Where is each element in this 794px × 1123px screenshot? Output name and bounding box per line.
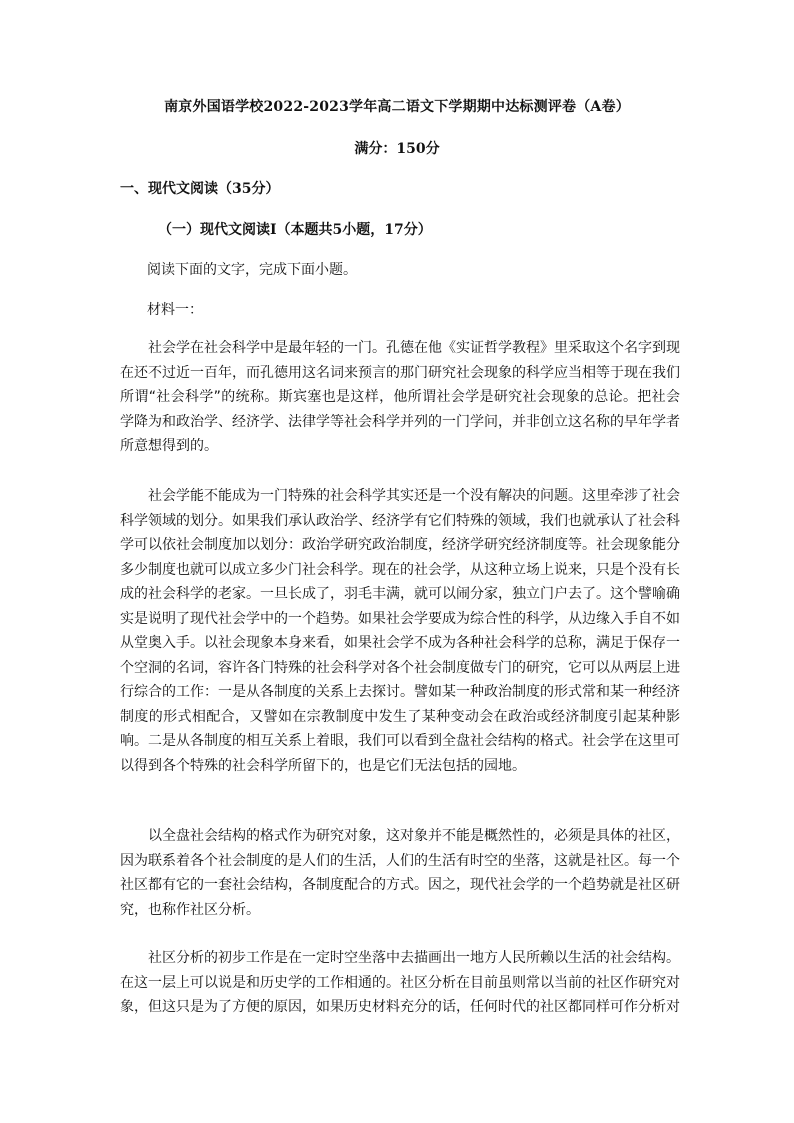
subsection-heading: （一）现代文阅读Ⅰ（本题共5小题，17分）: [158, 222, 432, 238]
full-score: 满分：150分: [354, 141, 440, 157]
paragraph: 社区分析的初步工作是在一定时空坐落中去描画出一地方人民所赖以生活的社会结构。在这一层上可以说是和历史学的工作相通的。社区分析在目前虽则常以当前的社区作研究对象，但这只是为了方便的原因，如果历史材料充分的话，任何时代的社区都同样可作分析对: [120, 950, 680, 1015]
reading-instruction: 阅读下面的文字，完成下面小题。: [147, 262, 357, 278]
paragraph: 社会学在社会科学中是最年轻的一门。孔德在他《实证哲学教程》里采取这个名字到现在还不过近一百年，而孔德用这名词来预言的那门研究社会现象的科学应当相等于现在我们所谓“社会科学”的统称。斯宾塞也是这样，他所谓社会学是研究社会现象的总论。把社会学降为和政治学、经济学、法律学等社会科学并列的一门学问，并非创立这名称的早年学者所意想得到的。: [120, 340, 680, 454]
document-title: 南京外国语学校2022-2023学年高二语文下学期期中达标测评卷（A卷）: [164, 99, 630, 115]
paragraph: 以全盘社会结构的格式作为研究对象，这对象并不能是概然性的，必须是具体的社区，因为联系着各个社会制度的是人们的生活，人们的生活有时空的坐落，这就是社区。每一个社区都有它的一套社会结构，各制度配合的方式。因之，现代社会学的一个趋势就是社区研究，也称作社区分析。: [120, 828, 680, 918]
section-heading: 一、现代文阅读（35分）: [120, 181, 280, 197]
paragraph: 社会学能不能成为一门特殊的社会科学其实还是一个没有解决的问题。这里牵涉了社会科学领域的划分。如果我们承认政治学、经济学有它们特殊的领域，我们也就承认了社会科学可以依社会制度加以划分：政治学研究政治制度，经济学研究经济制度等。社会现象能分多少制度也就可以成立多少门社会科学。现在的社会学，从这种立场上说来，只是个没有长成的社会科学的老家。一旦长成了，羽毛丰满，就可以闹分家，独立门户去了。这个譬喻确实是说明了现代社会学中的一个趋势。如果社会学要成为综合性的科学，从边缘入手自不如从堂奥入手。以社会现象本身来看，如果社会学不成为各种社会科学的总称，满足于保存一个空洞的名词，容许各门特殊的社会科学对各个社会制度做专门的研究，它可以从两层上进行综合的工作：一是从各制度的关系上去探讨。譬如某一种政治制度的形式常和某一种经济制度的形式相配合，又譬如在宗教制度中发生了某种变动会在政治或经济制度引起某种影响。二是从各制度的相互关系上着眼，我们可以看到全盘社会结构的格式。社会学在这里可以得到各个特殊的社会科学所留下的，也是它们无法包括的园地。: [120, 488, 680, 774]
material-label: 材料一：: [147, 302, 203, 318]
